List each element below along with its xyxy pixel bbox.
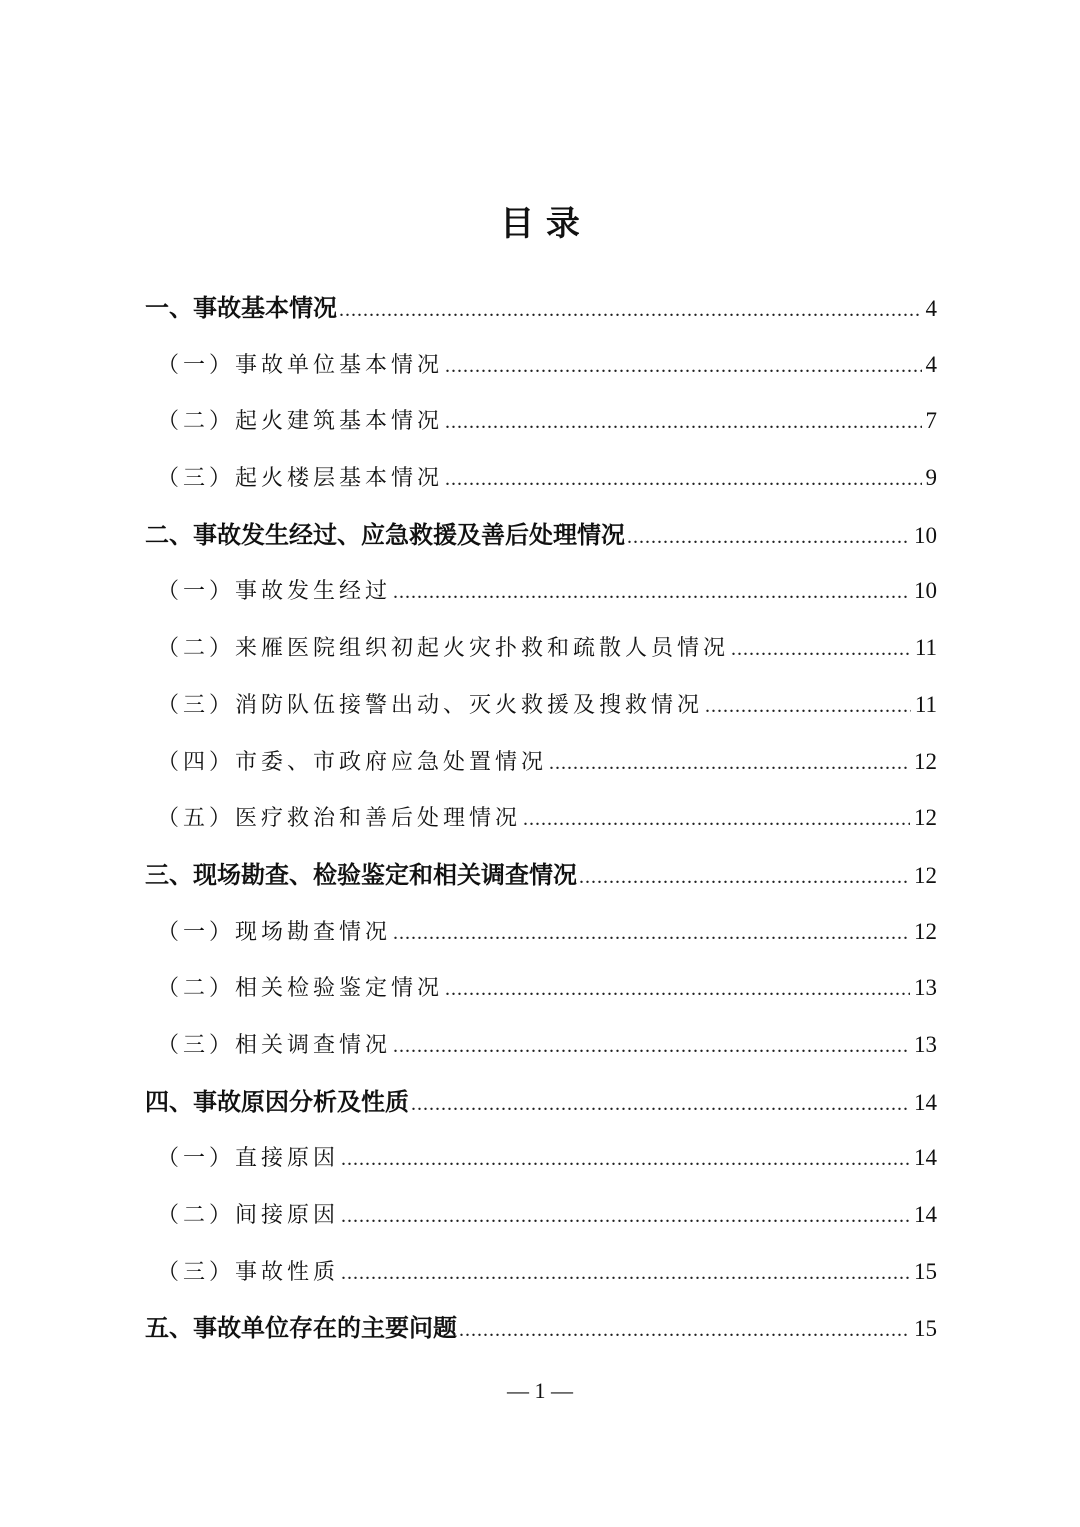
toc-entry[interactable]: [145, 1187, 937, 1244]
toc-entry-text: （二）来雁医院组织初起火灾扑救和疏散人员情况: [157, 636, 730, 662]
toc-entry-text: （一）事故单位基本情况: [157, 352, 444, 378]
page-number: — 1 —: [507, 1378, 573, 1403]
toc-entry-page: 10: [914, 522, 937, 548]
toc-entry[interactable]: [145, 1300, 937, 1357]
dot-leader: [445, 338, 921, 394]
toc-entry[interactable]: [145, 1017, 937, 1074]
toc-entry-text: 四、事故原因分析及性质: [145, 1087, 409, 1116]
toc-entry[interactable]: [145, 960, 937, 1017]
toc-entry[interactable]: [145, 1130, 937, 1187]
dot-leader: [339, 282, 922, 337]
toc-entry-page: 4: [925, 296, 937, 321]
toc-entry-page: 13: [914, 1031, 937, 1057]
toc-entry[interactable]: [145, 507, 937, 564]
toc-entry[interactable]: [145, 734, 937, 791]
dot-leader: [393, 905, 910, 961]
toc-entry-text: （三）起火楼层基本情况: [157, 466, 444, 492]
dot-leader: [411, 1076, 910, 1131]
toc-entry-text: （三）事故性质: [157, 1259, 340, 1285]
toc-entry-page: 9: [925, 465, 937, 491]
toc-entry-page: 12: [914, 918, 937, 944]
dot-leader: [393, 1018, 910, 1074]
table-of-contents: [145, 280, 937, 1357]
dot-leader: [549, 735, 910, 791]
dot-leader: [341, 1131, 910, 1187]
dot-leader: [341, 1245, 910, 1301]
toc-entry-page: 10: [914, 578, 937, 604]
toc-entry-page: 15: [914, 1316, 937, 1342]
dot-leader: [445, 394, 921, 450]
toc-entry-page: 13: [914, 975, 937, 1001]
toc-entry[interactable]: [145, 337, 937, 394]
toc-entry[interactable]: [145, 1244, 937, 1301]
dot-leader: [627, 509, 910, 564]
toc-entry-text: （二）起火建筑基本情况: [157, 409, 444, 435]
toc-entry[interactable]: [145, 677, 937, 734]
toc-entry-page: 4: [925, 351, 937, 377]
dot-leader: [523, 791, 910, 847]
toc-entry-page: 14: [914, 1145, 937, 1171]
toc-entry-page: 12: [914, 748, 937, 774]
toc-entry-page: 15: [914, 1258, 937, 1284]
toc-entry[interactable]: [145, 450, 937, 507]
toc-entry[interactable]: [145, 620, 937, 677]
toc-entry-page: 12: [914, 805, 937, 831]
toc-entry[interactable]: [145, 847, 937, 904]
toc-entry-text: （五）医疗救治和善后处理情况: [157, 806, 522, 832]
toc-entry-page: 11: [914, 635, 937, 661]
toc-entry-text: （一）直接原因: [157, 1146, 340, 1172]
toc-title: 目 录: [500, 204, 580, 244]
dot-leader: [579, 849, 910, 904]
toc-entry-text: 五、事故单位存在的主要问题: [145, 1314, 457, 1343]
toc-entry-page: 7: [925, 408, 937, 434]
toc-entry-text: 一、事故基本情况: [145, 294, 337, 322]
dot-leader: [393, 564, 910, 620]
toc-entry-page: 14: [914, 1089, 937, 1115]
dot-leader: [459, 1302, 910, 1357]
dot-leader: [705, 678, 911, 734]
toc-entry-page: 11: [914, 691, 937, 717]
toc-entry[interactable]: [145, 563, 937, 620]
toc-entry[interactable]: [145, 790, 937, 847]
toc-entry-text: （一）事故发生经过: [157, 579, 392, 605]
toc-entry-text: （二）间接原因: [157, 1203, 340, 1228]
dot-leader: [445, 451, 921, 507]
toc-entry-text: （一）现场勘查情况: [157, 919, 392, 945]
toc-entry-text: （三）消防队伍接警出动、灭火救援及搜救情况: [157, 692, 704, 718]
toc-entry[interactable]: [145, 280, 937, 337]
toc-entry[interactable]: [145, 1074, 937, 1131]
dot-leader: [341, 1188, 910, 1244]
toc-entry-text: 二、事故发生经过、应急救援及善后处理情况: [145, 520, 625, 549]
dot-leader: [445, 961, 910, 1017]
toc-entry-text: （三）相关调查情况: [157, 1032, 392, 1058]
toc-entry[interactable]: [145, 393, 937, 450]
toc-entry-text: 三、现场勘查、检验鉴定和相关调查情况: [145, 860, 577, 889]
dot-leader: [731, 621, 911, 677]
toc-entry-text: （二）相关检验鉴定情况: [157, 976, 444, 1002]
toc-entry-page: 12: [914, 862, 937, 888]
toc-entry[interactable]: [145, 904, 937, 961]
toc-entry-text: （四）市委、市政府应急处置情况: [157, 749, 548, 775]
toc-entry-page: 14: [914, 1202, 937, 1227]
